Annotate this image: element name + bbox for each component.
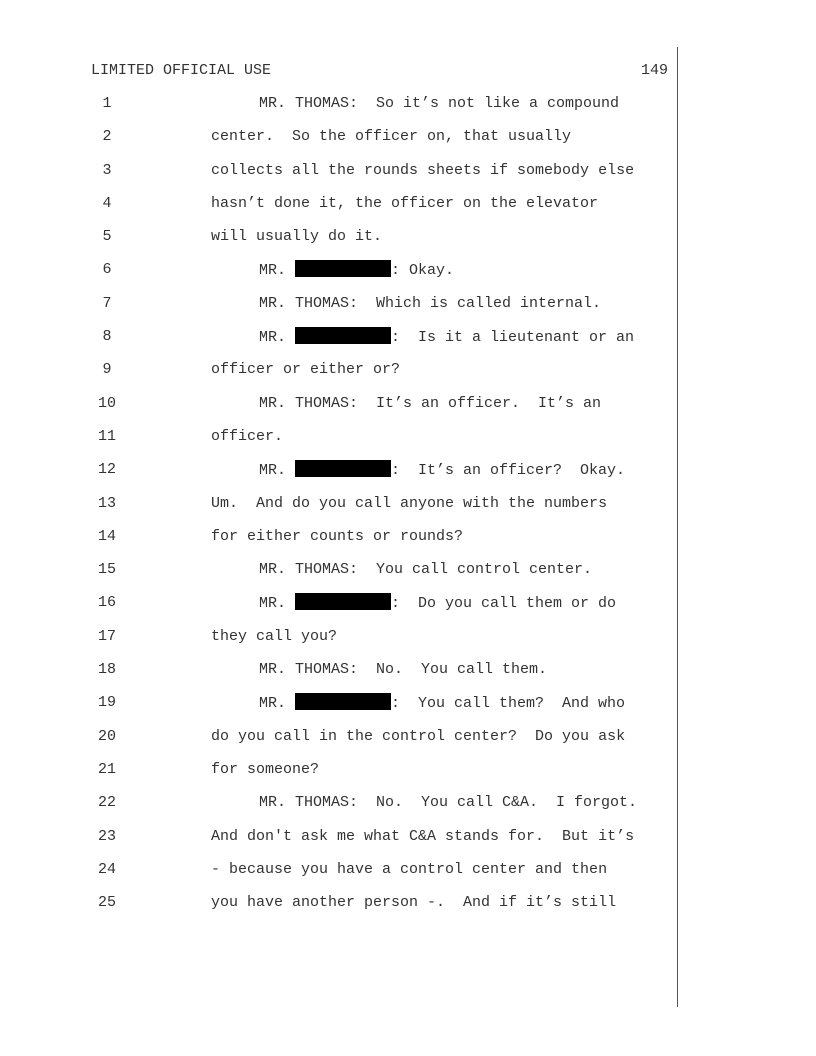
line-number: 21: [97, 760, 116, 778]
line-number: 15: [97, 561, 116, 579]
line-text: [259, 327, 634, 348]
transcript-line: [0, 693, 816, 726]
line-text-segment: MR.: [259, 329, 296, 347]
line-number: 4: [102, 194, 112, 212]
transcript-line: [0, 593, 816, 626]
line-text-segment: MR.: [259, 462, 296, 480]
line-number: 17: [97, 627, 116, 645]
transcript-line: [0, 760, 816, 793]
line-text: [259, 394, 601, 414]
line-text: [259, 560, 592, 580]
transcript-line: [0, 793, 816, 826]
line-number: 23: [97, 827, 116, 845]
transcript-line: [0, 627, 816, 660]
line-number: 18: [97, 661, 116, 679]
line-text-segment: : Do you call them or do: [391, 595, 617, 613]
transcript-line: [0, 294, 816, 327]
line-number: 3: [102, 161, 112, 179]
line-text-segment: MR. THOMAS: So it’s not like a compound: [259, 95, 620, 112]
line-text: [259, 693, 625, 714]
line-text-segment: officer or either or?: [211, 361, 401, 379]
line-text-segment: hasn’t done it, the officer on the elevator: [211, 194, 599, 212]
line-text: [211, 161, 634, 181]
transcript-line: [0, 327, 816, 360]
line-text-segment: : It’s an officer? Okay.: [391, 462, 626, 480]
line-text-segment: MR. THOMAS: No. You call them.: [259, 661, 548, 679]
line-number: 7: [102, 294, 112, 312]
line-number: 5: [102, 228, 112, 246]
line-number: 8: [102, 328, 112, 346]
classification-marking: LIMITED OFFICIAL USE: [91, 62, 272, 79]
transcript-line: [0, 660, 816, 693]
line-text: [211, 627, 337, 647]
transcript-line: [0, 860, 816, 893]
line-text: [211, 494, 607, 514]
line-text-segment: MR. THOMAS: Which is called internal.: [259, 294, 602, 312]
line-number: 2: [102, 128, 112, 146]
transcript-line: [0, 260, 816, 293]
line-text-segment: - because you have a control center and then: [211, 860, 608, 878]
line-text-segment: : Okay.: [391, 262, 455, 280]
line-number: 24: [97, 860, 116, 878]
line-text-segment: do you call in the control center? Do you ask: [211, 727, 626, 745]
line-text-segment: for someone?: [211, 760, 320, 778]
line-number: 13: [97, 494, 116, 512]
line-text-segment: : Is it a lieutenant or an: [391, 329, 635, 347]
line-number: 16: [97, 594, 116, 612]
transcript-line: [0, 560, 816, 593]
line-text: [259, 593, 616, 614]
line-text: [211, 727, 625, 747]
line-text: [211, 360, 400, 380]
line-text-segment: MR. THOMAS: No. You call C&A. I forgot.: [259, 794, 638, 812]
line-number: 11: [97, 427, 116, 445]
line-text: [259, 94, 619, 114]
line-number: 6: [102, 261, 112, 279]
line-number: 14: [97, 527, 116, 545]
transcript-line: [0, 194, 816, 227]
redaction-box: [295, 593, 391, 610]
line-number: 12: [97, 461, 116, 479]
line-text: [211, 893, 616, 913]
transcript-line: [0, 460, 816, 493]
line-text-segment: officer.: [211, 427, 284, 445]
line-text-segment: : You call them? And who: [391, 695, 626, 713]
line-number: 25: [97, 894, 116, 912]
line-number: 22: [97, 794, 116, 812]
line-text-segment: they call you?: [211, 627, 338, 645]
line-text: [211, 427, 283, 447]
line-text-segment: center. So the officer on, that usually: [211, 128, 572, 146]
transcript-line: [0, 893, 816, 926]
line-text-segment: for either counts or rounds?: [211, 527, 464, 545]
line-text: [211, 860, 607, 880]
redaction-box: [295, 460, 391, 477]
line-text: [211, 760, 319, 780]
line-text: [211, 827, 634, 847]
transcript-line: [0, 494, 816, 527]
transcript-line: [0, 827, 816, 860]
redaction-box: [295, 327, 391, 344]
line-number: 19: [97, 694, 116, 712]
line-text: [259, 460, 625, 481]
transcript-line: [0, 727, 816, 760]
line-text: [259, 660, 547, 680]
line-text-segment: you have another person -. And if it’s still: [211, 894, 617, 912]
line-text: [259, 260, 454, 281]
line-text-segment: collects all the rounds sheets if somebody else: [211, 161, 635, 179]
line-text-segment: And don't ask me what C&A stands for. But it’s: [211, 827, 635, 845]
redaction-box: [295, 260, 391, 277]
transcript-line: [0, 427, 816, 460]
line-text-segment: MR.: [259, 262, 296, 280]
line-number: 10: [97, 394, 116, 412]
transcript-line: [0, 394, 816, 427]
line-text: [259, 793, 637, 813]
line-text-segment: MR.: [259, 595, 296, 613]
line-text-segment: will usually do it.: [211, 228, 383, 246]
line-text: [211, 194, 598, 214]
line-text: [211, 527, 463, 547]
transcript-lines: [0, 94, 816, 926]
line-number: 9: [102, 361, 112, 379]
transcript-line: [0, 527, 816, 560]
page-number: 149: [640, 62, 668, 79]
transcript-line: [0, 161, 816, 194]
transcript-line: [0, 94, 816, 127]
line-text: [211, 127, 571, 147]
line-text: [211, 227, 382, 247]
line-text-segment: MR. THOMAS: It’s an officer. It’s an: [259, 394, 602, 412]
line-text-segment: Um. And do you call anyone with the numbers: [211, 494, 608, 512]
transcript-line: [0, 360, 816, 393]
line-text-segment: MR. THOMAS: You call control center.: [259, 561, 593, 579]
line-text: [259, 294, 601, 314]
line-number: 1: [102, 95, 112, 112]
transcript-line: [0, 227, 816, 260]
transcript-line: [0, 127, 816, 160]
line-number: 20: [97, 727, 116, 745]
line-text-segment: MR.: [259, 695, 296, 713]
redaction-box: [295, 693, 391, 710]
